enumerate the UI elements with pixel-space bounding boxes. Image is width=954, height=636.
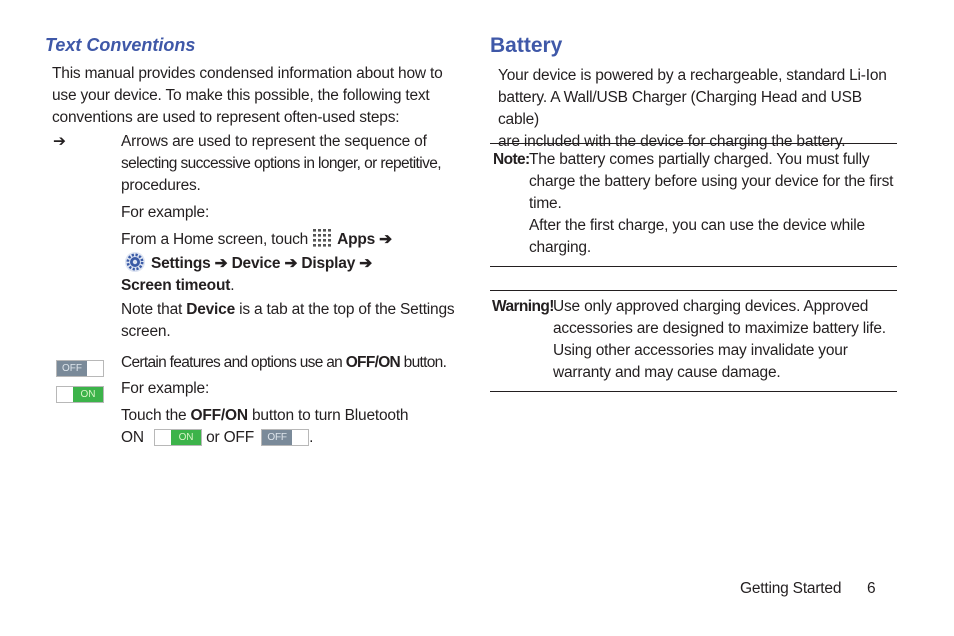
battery-intro <box>498 65 898 153</box>
warning-body <box>553 296 898 384</box>
bt-text: Touch the <box>121 407 187 424</box>
example-steps <box>121 228 461 297</box>
apps-label: Apps <box>337 231 376 248</box>
bt-text: button to turn Bluetooth <box>252 407 409 424</box>
offon-text: button. <box>403 354 447 371</box>
note-line: charging. <box>529 239 591 256</box>
battery-intro-line: Your device is powered by a rechargeable, standard Li-Ion <box>498 67 887 84</box>
section-heading-text-conventions: Text Conventions <box>45 35 196 55</box>
warning-label: Warning! <box>492 298 554 315</box>
offon-text: Certain features and options use an <box>121 354 343 371</box>
note-line: time. <box>529 195 562 212</box>
arrow-desc-line: procedures. <box>121 177 201 194</box>
note-line: The battery comes partially charged. You must fully <box>529 151 870 168</box>
arrow-glyph: ➔ <box>359 255 373 272</box>
arrow-glyph: ➔ <box>379 231 392 248</box>
page-number: 6 <box>867 580 876 597</box>
footer-section-title: Getting Started <box>740 580 842 597</box>
intro-line: use your device. To make this possible, the following text <box>52 87 430 104</box>
offon-label: OFF/ON <box>190 407 248 424</box>
intro-line: This manual provides condensed information about how to <box>52 65 443 82</box>
note-text: is a tab at the top of the Settings <box>239 301 455 318</box>
arrow-glyph: ➔ <box>284 255 298 272</box>
divider <box>490 143 897 144</box>
intro-line: conventions are used to represent often-used steps: <box>52 109 400 126</box>
display-label: Display <box>301 255 356 272</box>
arrow-glyph: ➔ <box>214 255 228 272</box>
for-example-label: For example: <box>121 204 210 221</box>
divider <box>490 290 897 291</box>
arrow-desc-line: selecting successive options in longer, or repetitive, <box>121 155 441 172</box>
apps-grid-icon <box>312 228 334 248</box>
arrow-symbol: ➔ <box>53 133 66 150</box>
note-text: screen. <box>121 323 171 340</box>
for-example-label: For example: <box>121 380 210 397</box>
device-label: Device <box>231 255 281 272</box>
arrow-desc-line: Arrows are used to represent the sequence of <box>121 133 427 150</box>
device-tab-label: Device <box>186 301 236 318</box>
note-text: Note that <box>121 301 183 318</box>
bluetooth-example <box>121 405 461 449</box>
settings-label: Settings <box>151 255 211 272</box>
warning-line: Use only approved charging devices. Approved <box>553 298 869 315</box>
or-off-text: or OFF <box>206 429 254 446</box>
section-heading-battery: Battery <box>490 34 563 57</box>
toggle-on-icon: ON <box>154 429 202 446</box>
offon-description <box>121 352 461 374</box>
toggle-off-icon: OFF <box>261 429 309 446</box>
divider <box>490 266 897 267</box>
battery-intro-line: battery. A Wall/USB Charger (Charging Head and USB cable) <box>498 89 862 128</box>
note-body <box>529 149 899 259</box>
note-line: charge the battery before using your device for the first <box>529 173 894 190</box>
note-label: Note: <box>493 151 530 168</box>
toggle-off-icon: OFF <box>56 360 104 378</box>
intro-paragraph <box>52 63 452 129</box>
battery-intro-line: are included with the device for charging the battery. <box>498 133 846 150</box>
warning-line: Using other accessories may invalidate your <box>553 342 848 359</box>
divider <box>490 391 897 392</box>
warning-line: accessories are designed to maximize battery life. <box>553 320 886 337</box>
settings-gear-icon <box>123 251 147 273</box>
period: . <box>230 277 235 294</box>
toggle-on-icon: ON <box>56 386 104 404</box>
arrow-description <box>121 131 456 197</box>
offon-label: OFF/ON <box>345 354 401 371</box>
screen-timeout-label: Screen timeout <box>121 277 231 294</box>
on-word: ON <box>121 429 144 446</box>
period: . <box>309 429 314 446</box>
example-intro-text: From a Home screen, touch <box>121 231 309 248</box>
warning-line: warranty and may cause damage. <box>553 364 781 381</box>
note-device-paragraph <box>121 299 461 343</box>
note-line: After the first charge, you can use the device while <box>529 217 865 234</box>
